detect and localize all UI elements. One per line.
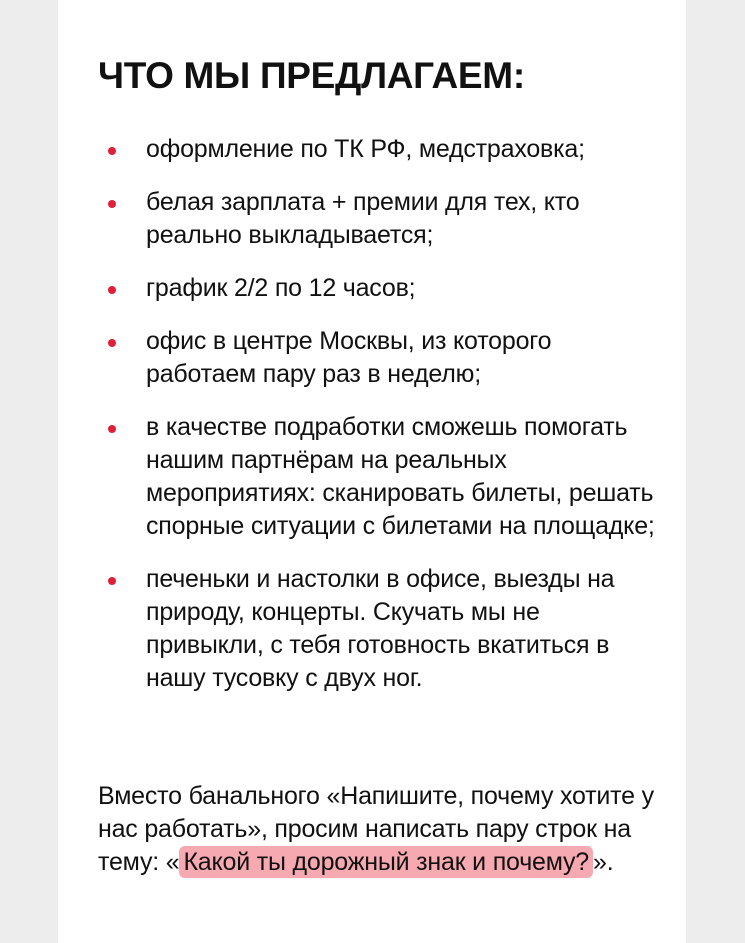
bullet-dot-icon [108, 425, 116, 433]
content-card [58, 0, 686, 943]
bullet-dot-icon [108, 200, 116, 208]
benefit-text: офис в центре Москвы, из которого работаем пару раз в неделю; [146, 327, 552, 388]
closing-text-before: Вместо банального «Напишите, почему хотите у нас работать», просим написать пару строк на тему: « [98, 782, 654, 876]
benefit-item [98, 563, 658, 695]
bullet-dot-icon [108, 577, 116, 585]
benefit-item [98, 186, 658, 252]
benefit-item [98, 325, 658, 391]
closing-paragraph [98, 780, 658, 879]
benefit-text: печеньки и настолки в офисе, выезды на природу, концерты. Скучать мы не привыкли, с тебя готовность вкатиться в нашу тусовку с двух ног. [146, 565, 615, 692]
bullet-dot-icon [108, 339, 116, 347]
section-heading: ЧТО МЫ ПРЕДЛАГАЕМ: [98, 55, 525, 96]
benefit-item [98, 411, 658, 543]
benefit-text: график 2/2 по 12 часов; [146, 274, 416, 302]
benefit-text: оформление по ТК РФ, медстраховка; [146, 135, 585, 163]
closing-text-after: ». [593, 848, 614, 876]
benefits-list [98, 133, 658, 715]
bullet-dot-icon [108, 147, 116, 155]
benefit-text: в качестве подработки сможешь помогать нашим партнёрам на реальных мероприятиях: сканировать билеты, решать спорные ситуации с билетами на площадке; [146, 413, 655, 540]
benefit-item [98, 133, 658, 166]
highlighted-question: Какой ты дорожный знак и почему? [179, 846, 593, 878]
benefit-text: белая зарплата + премии для тех, кто реально выкладывается; [146, 188, 580, 249]
benefit-item [98, 272, 658, 305]
bullet-dot-icon [108, 286, 116, 294]
